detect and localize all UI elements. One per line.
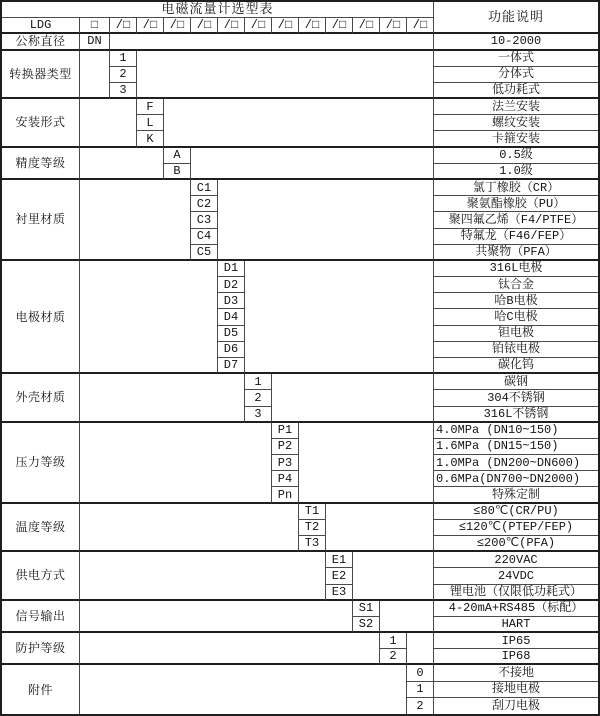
desc-cell: 锂电池（仅限低功耗式） <box>434 585 598 601</box>
code-cell: D5 <box>218 326 245 342</box>
empty-cell <box>80 180 191 261</box>
code-cell: 1 <box>407 682 434 698</box>
section-label-temperature-rating: 温度等级 <box>2 504 80 553</box>
desc-cell: 共聚物（PFA） <box>434 245 598 261</box>
code-cell: D2 <box>218 277 245 293</box>
model-prefix: LDG <box>2 18 80 34</box>
code-cell: 2 <box>245 390 272 406</box>
code-cell: E3 <box>326 585 353 601</box>
model-code-slot: /□ <box>272 18 299 34</box>
section-label-converter-type: 转换器类型 <box>2 51 80 100</box>
section-label-housing-material: 外壳材质 <box>2 374 80 423</box>
empty-cell <box>80 261 218 374</box>
empty-cell <box>80 504 299 553</box>
code-cell: S1 <box>353 601 380 617</box>
empty-cell <box>380 601 434 633</box>
desc-cell: HART <box>434 617 598 633</box>
desc-cell: 不接地 <box>434 665 598 681</box>
section-label-power-supply: 供电方式 <box>2 552 80 601</box>
desc-cell: 316L电极 <box>434 261 598 277</box>
code-cell: Pn <box>272 487 299 503</box>
desc-cell: 钛合金 <box>434 277 598 293</box>
empty-cell <box>80 552 326 601</box>
desc-cell: 碳钢 <box>434 374 598 390</box>
empty-cell <box>80 374 245 423</box>
desc-cell: 特氟龙（F46/FEP） <box>434 229 598 245</box>
code-cell: P2 <box>272 439 299 455</box>
desc-cell: ≤120℃(PTEP/FEP) <box>434 520 598 536</box>
model-code-slot: /□ <box>137 18 164 34</box>
desc-cell: 0.6MPa(DN700~DN2000) <box>434 471 598 487</box>
desc-cell: 钽电极 <box>434 326 598 342</box>
model-code-slot: /□ <box>245 18 272 34</box>
section-label-accessories: 附件 <box>2 665 80 714</box>
empty-cell <box>407 633 434 665</box>
code-cell: F <box>137 99 164 115</box>
desc-cell: IP68 <box>434 649 598 665</box>
code-cell: T1 <box>299 504 326 520</box>
code-cell: C3 <box>191 212 218 228</box>
desc-cell: 低功耗式 <box>434 83 598 99</box>
empty-cell <box>353 552 434 601</box>
empty-cell <box>80 665 407 714</box>
code-cell: A <box>164 148 191 164</box>
code-cell: 2 <box>407 698 434 714</box>
code-cell: E2 <box>326 568 353 584</box>
code-cell: L <box>137 115 164 131</box>
empty-cell <box>80 51 110 100</box>
desc-cell: 接地电极 <box>434 682 598 698</box>
code-cell: 0 <box>407 665 434 681</box>
section-label-installation-type: 安装形式 <box>2 99 80 148</box>
model-code-slot: /□ <box>407 18 434 34</box>
section-label-electrode-material: 电极材质 <box>2 261 80 374</box>
code-cell: 2 <box>380 649 407 665</box>
code-cell: 1 <box>110 51 137 67</box>
model-code-slot: /□ <box>110 18 137 34</box>
code-cell: S2 <box>353 617 380 633</box>
code-cell: DN <box>80 34 110 50</box>
code-cell: T2 <box>299 520 326 536</box>
desc-cell: 0.5级 <box>434 148 598 164</box>
empty-cell <box>80 99 137 148</box>
code-cell: P4 <box>272 471 299 487</box>
code-cell: D6 <box>218 342 245 358</box>
section-label-accuracy-grade: 精度等级 <box>2 148 80 180</box>
code-cell: E1 <box>326 552 353 568</box>
empty-cell <box>326 504 434 553</box>
code-cell: 1 <box>380 633 407 649</box>
function-description-header: 功能说明 <box>434 2 598 34</box>
code-cell: D4 <box>218 309 245 325</box>
code-cell: T3 <box>299 536 326 552</box>
empty-cell <box>137 51 434 100</box>
code-cell: C1 <box>191 180 218 196</box>
code-cell: C4 <box>191 229 218 245</box>
code-cell: 1 <box>245 374 272 390</box>
desc-cell: 氯丁橡胶（CR） <box>434 180 598 196</box>
model-code-slot: /□ <box>164 18 191 34</box>
desc-cell: 一体式 <box>434 51 598 67</box>
code-cell: K <box>137 131 164 147</box>
desc-cell: 碳化钨 <box>434 358 598 374</box>
code-cell: D1 <box>218 261 245 277</box>
desc-cell: 法兰安装 <box>434 99 598 115</box>
code-cell: 2 <box>110 67 137 83</box>
empty-cell <box>272 374 434 423</box>
empty-cell <box>218 180 434 261</box>
desc-cell: ≤200℃(PFA) <box>434 536 598 552</box>
model-code-slot: /□ <box>380 18 407 34</box>
desc-cell: 1.0MPa (DN200~DN600) <box>434 455 598 471</box>
section-label-pressure-rating: 压力等级 <box>2 423 80 504</box>
code-cell: P1 <box>272 423 299 439</box>
model-code-slot: /□ <box>218 18 245 34</box>
code-cell: 3 <box>110 83 137 99</box>
code-cell: D7 <box>218 358 245 374</box>
desc-cell: 卡箍安装 <box>434 131 598 147</box>
desc-cell: 1.6MPa (DN15~150) <box>434 439 598 455</box>
desc-cell: 聚四氟乙烯（F4/PTFE） <box>434 212 598 228</box>
empty-cell <box>80 633 380 665</box>
empty-cell <box>80 423 272 504</box>
code-cell: C2 <box>191 196 218 212</box>
desc-cell: 特殊定制 <box>434 487 598 503</box>
model-code-slot: /□ <box>353 18 380 34</box>
desc-cell: 304不锈钢 <box>434 390 598 406</box>
empty-cell <box>164 99 434 148</box>
desc-cell: 316L不锈钢 <box>434 407 598 423</box>
desc-cell: 4.0MPa (DN10~150) <box>434 423 598 439</box>
section-label-signal-output: 信号输出 <box>2 601 80 633</box>
model-code-slot: /□ <box>191 18 218 34</box>
desc-cell: 1.0级 <box>434 164 598 180</box>
model-code-slot-dn: □ <box>80 18 110 34</box>
desc-cell: 220VAC <box>434 552 598 568</box>
code-cell: P3 <box>272 455 299 471</box>
empty-cell <box>80 601 353 633</box>
desc-cell: 哈C电极 <box>434 309 598 325</box>
desc-cell: 4-20mA+RS485（标配） <box>434 601 598 617</box>
desc-cell: 聚氨酯橡胶（PU） <box>434 196 598 212</box>
empty-cell <box>191 148 434 180</box>
desc-cell: 铂铱电极 <box>434 342 598 358</box>
desc-cell: 24VDC <box>434 568 598 584</box>
desc-cell: 刮刀电极 <box>491 698 540 713</box>
model-code-slot: /□ <box>299 18 326 34</box>
desc-cell: IP65 <box>434 633 598 649</box>
desc-cell: 螺纹安装 <box>434 115 598 131</box>
section-label-lining-material: 衬里材质 <box>2 180 80 261</box>
code-cell: 3 <box>245 407 272 423</box>
empty-cell <box>110 34 434 50</box>
desc-cell: 分体式 <box>434 67 598 83</box>
desc-cell: 10-2000 <box>434 34 598 50</box>
model-code-slot: /□ <box>326 18 353 34</box>
empty-cell <box>245 261 434 374</box>
desc-cell: 哈B电极 <box>434 293 598 309</box>
desc-cell: ≤80℃(CR/PU) <box>434 504 598 520</box>
table-title: 电磁流量计选型表 <box>2 2 434 18</box>
section-label-protection-rating: 防护等级 <box>2 633 80 665</box>
empty-cell <box>299 423 434 504</box>
code-cell: B <box>164 164 191 180</box>
code-cell: D3 <box>218 293 245 309</box>
section-label-nominal-diameter: 公称直径 <box>2 34 80 50</box>
empty-cell <box>80 148 164 180</box>
code-cell: C5 <box>191 245 218 261</box>
